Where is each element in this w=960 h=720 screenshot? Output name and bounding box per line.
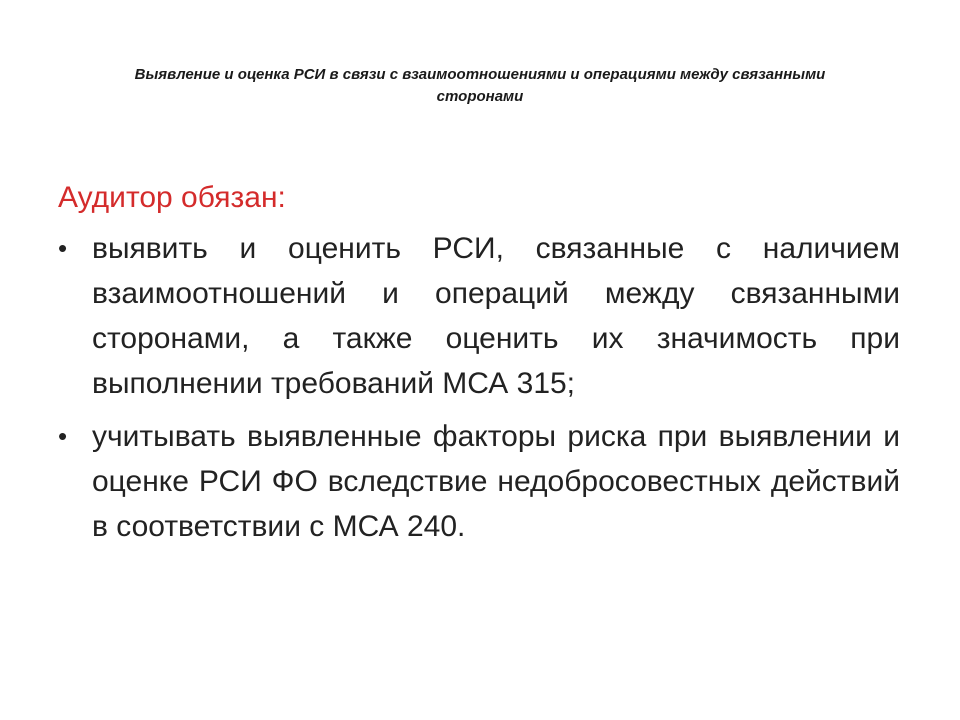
bullet-text: выявить и оценить РСИ, связанные с наличием взаимоотношений и операций между связанными сторонами, а также оценить их значимость при выполнении требований МСА 315; — [92, 232, 900, 400]
bullet-list — [58, 226, 900, 549]
bullet-marker: • — [58, 421, 68, 451]
intro-heading: Аудитор обязан: — [58, 181, 286, 214]
slide-content — [58, 176, 900, 557]
bullet-item — [58, 414, 900, 549]
slide-title: Выявление и оценка РСИ в связи с взаимоотношениями и операциями между связанными сторонами — [134, 66, 826, 105]
bullet-text: учитывать выявленные факторы риска при выявлении и оценке РСИ ФО вследствие недобросовестных действий в соответствии с МСА 240. — [92, 420, 900, 543]
bullet-marker: • — [58, 233, 68, 263]
bullet-item — [58, 226, 900, 406]
